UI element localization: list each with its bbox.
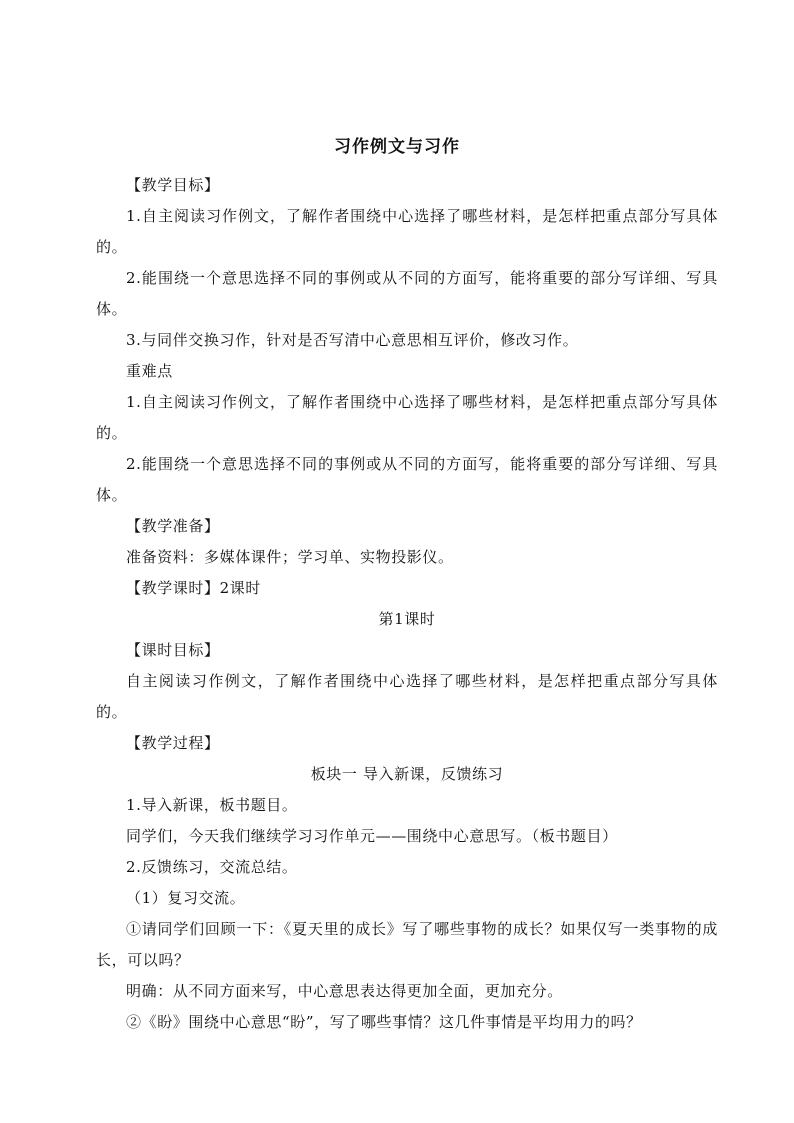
paragraph: 明确：从不同方面来写，中心意思表达得更加全面，更加充分。 (126, 982, 563, 1000)
paragraph: 板块一 导入新课，反馈练习 (310, 765, 504, 783)
paragraph: 【教学过程】 (126, 734, 220, 752)
paragraph: 【教学目标】 (126, 176, 220, 194)
paragraph: 3.与同伴交换习作，针对是否写清中心意思相互评价，修改习作。 (126, 331, 579, 349)
document-body (96, 170, 718, 1038)
paragraph: 准备资料：多媒体课件；学习单、实物投影仪。 (126, 548, 454, 566)
paragraph: ②《盼》围绕中心意思“盼”，写了哪些事情？这几件事情是平均用力的吗？ (126, 1013, 642, 1031)
paragraph: 自主阅读习作例文，了解作者围绕中心选择了哪些材料，是怎样把重点部分写具体的。 (96, 672, 718, 721)
paragraph: 同学们，今天我们继续学习习作单元——围绕中心意思写。（板书题目） (126, 827, 618, 845)
paragraph: 第1课时 (378, 610, 436, 628)
paragraph: 【课时目标】 (126, 641, 220, 659)
paragraph: 重难点 (126, 362, 173, 380)
paragraph: （1）复习交流。 (126, 889, 246, 907)
paragraph: 1.自主阅读习作例文，了解作者围绕中心选择了哪些材料，是怎样把重点部分写具体的。 (96, 207, 718, 256)
paragraph: 1.导入新课，板书题目。 (126, 796, 298, 814)
paragraph: 2.能围绕一个意思选择不同的事例或从不同的方面写，能将重要的部分写详细、写具体。 (96, 269, 718, 318)
paragraph: 2.能围绕一个意思选择不同的事例或从不同的方面写，能将重要的部分写详细、写具体。 (96, 455, 718, 504)
paragraph: ①请同学们回顾一下：《夏天里的成长》写了哪些事物的成长？如果仅写一类事物的成长，可以吗？ (96, 920, 718, 969)
paragraph: 【教学准备】 (126, 517, 220, 535)
document-title: 习作例文与习作 (334, 137, 460, 157)
paragraph: 1.自主阅读习作例文，了解作者围绕中心选择了哪些材料，是怎样把重点部分写具体的。 (96, 393, 718, 442)
paragraph: 2.反馈练习，交流总结。 (126, 858, 298, 876)
paragraph: 【教学课时】2课时 (126, 579, 261, 597)
